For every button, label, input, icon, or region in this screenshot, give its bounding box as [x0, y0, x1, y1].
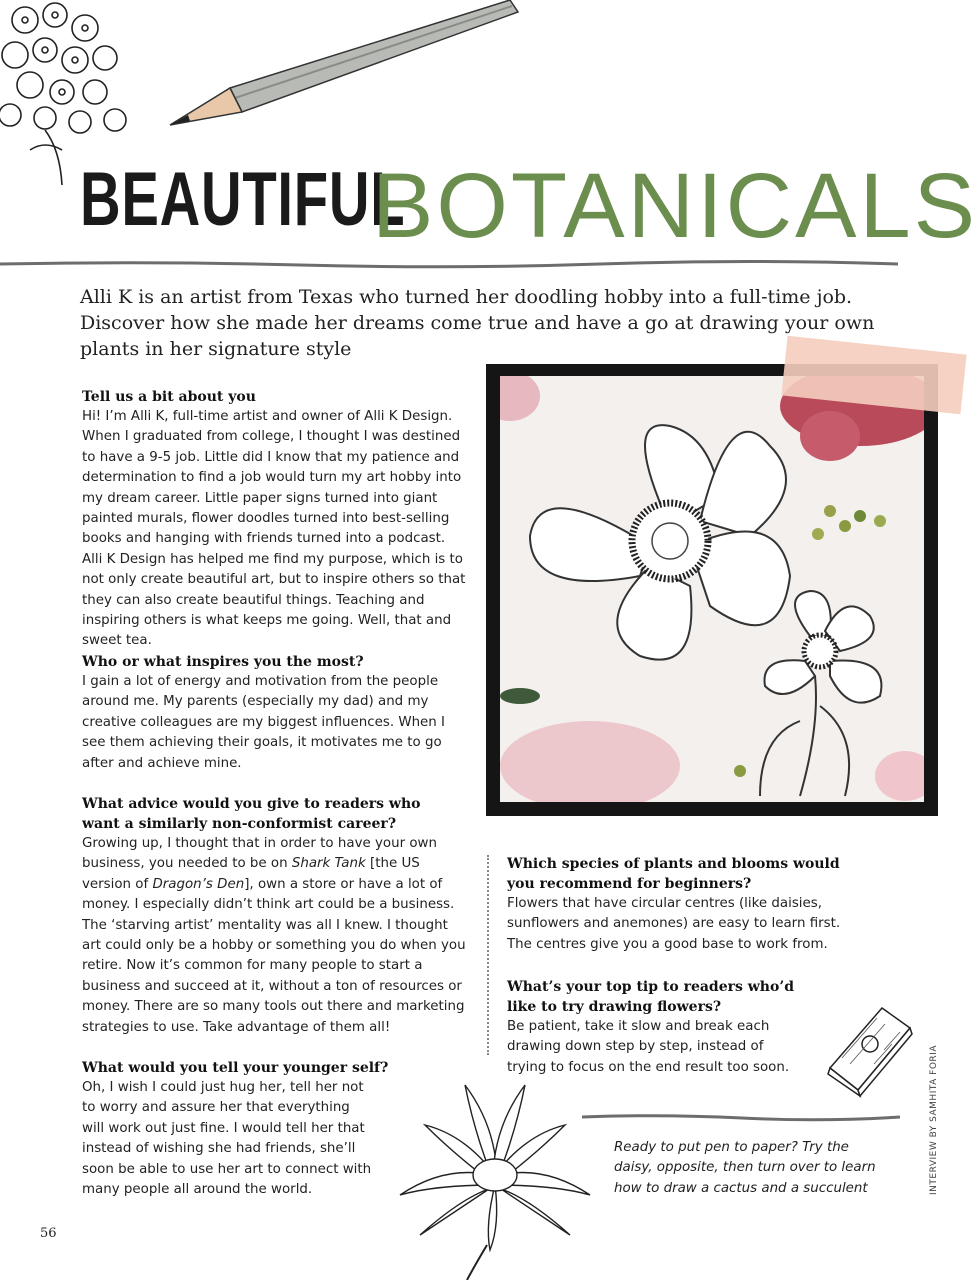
question-heading: What’s your top tip to readers who’d like to try drawing flowers?	[507, 979, 794, 1015]
intro-paragraph: Alli K is an artist from Texas who turned her doodling hobby into a full-time job. Discover how she made her dreams come true and have a go at drawing your own plants in her signature style	[80, 286, 875, 360]
qa-block-5	[507, 854, 847, 955]
answer-text: I gain a lot of energy and motivation from the people around me. My parents (especially my dad) and my creative colleagues are my biggest influences. When I see them achieving their goals, it motivates me to go after and achieve mine.	[82, 674, 445, 771]
photo-frame	[486, 364, 938, 816]
column-separator	[487, 855, 489, 1055]
question-heading: Which species of plants and blooms would you recommend for beginners?	[507, 856, 840, 892]
caption-text: Ready to put pen to paper? Try the daisy, opposite, then turn over to learn how to draw a cactus and a succulent	[614, 1140, 876, 1196]
question-heading: What would you tell your younger self?	[82, 1060, 389, 1076]
answer-text: Growing up, I thought that in order to have your own business, you needed to be on Shark Tank [the US version of Dragon’s Den], own a store or have a lot of money. I especially didn’t think art could be a business. The ‘starving artist’ mentality was all I knew. I thought art could only be a hobby or something you do when you retire. Now it’s common for many people to start a business and succeed at it, without a ton of resources or money. There are so many tools out there and marketing strategies to use. Take advantage of them all!	[82, 836, 466, 1035]
page-number: 56	[40, 1226, 57, 1241]
question-heading: Who or what inspires you the most?	[82, 654, 364, 670]
qa-block-4	[82, 1058, 389, 1200]
caption-divider	[582, 1112, 902, 1122]
photo-flowers	[500, 376, 924, 802]
title-divider	[0, 258, 900, 270]
qa-block-1	[82, 387, 467, 652]
title-part-2: BOTANICALS	[372, 155, 978, 257]
question-heading: Tell us a bit about you	[82, 389, 256, 405]
answer-text: Be patient, take it slow and break each drawing down step by step, instead of trying to focus on the end result too soon.	[507, 1019, 790, 1075]
sharpener-illustration	[822, 998, 914, 1098]
interview-credit: INTERVIEW BY SAMHITA FORIA	[929, 1045, 939, 1195]
qa-block-6	[507, 977, 807, 1078]
question-heading: What advice would you give to readers who want a similarly non-conformist career?	[82, 796, 421, 832]
pencil-illustration	[160, 0, 520, 135]
answer-text: Flowers that have circular centres (like daisies, sunflowers and anemones) are easy to learn first. The centres give you a good base to work from.	[507, 896, 841, 952]
emphasis-show-name: Dragon’s Den	[152, 876, 245, 892]
qa-block-3	[82, 794, 467, 1038]
emphasis-show-name: Shark Tank	[291, 856, 366, 872]
answer-text: Oh, I wish I could just hug her, tell her not to worry and assure her that everything will work out just fine. I would tell her that instead of wishing she had friends, she’ll soon be able to use her art to connect with many people all around the world.	[82, 1080, 372, 1198]
title-part-1: BEAUTIFUL	[80, 157, 406, 242]
answer-text: Hi! I’m Alli K, full-time artist and owner of Alli K Design. When I graduated from college, I thought I was destined to have a 9-5 job. Little did I know that my patience and determination to find a job would turn my art hobby into my dream career. Little paper signs turned into giant painted murals, flower doodles turned into best-selling books and hanging with friends turned into a podcast. Alli K Design has helped me find my purpose, which is to not only create beautiful art, but to inspire others so that they can also create beautiful things. Teaching and inspiring others is what keeps me going. Well, that and sweet tea.	[82, 409, 466, 649]
dahlia-illustration	[395, 1075, 595, 1280]
qa-block-2	[82, 652, 467, 774]
